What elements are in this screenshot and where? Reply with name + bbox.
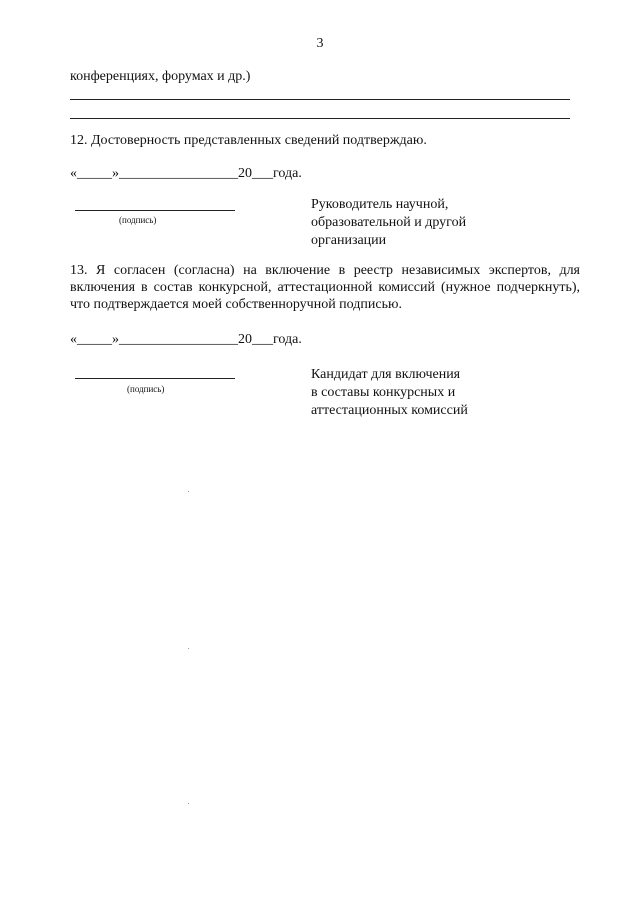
item-13-signature-caption: (подпись) <box>127 384 165 394</box>
item-12-text: 12. Достоверность представленных сведений подтверждаю. <box>70 133 427 148</box>
page-number: 3 <box>316 36 324 51</box>
item-13-date-line: «_____»_________________20___года. <box>70 332 302 347</box>
role-line: образовательной и другой <box>311 215 467 230</box>
item-12-role <box>311 196 466 250</box>
fill-in-line-1 <box>70 99 570 100</box>
item-12-signature-line <box>75 210 235 211</box>
item-13-text: 13. Я согласен (согласна) на включение в реестр независимых экспертов, для включения в состав конкурсной, аттестационной комиссий (нужное подчеркнуть), что подтверждается моей собственноручной подписью. <box>70 263 580 312</box>
item-12-signature-caption: (подпись) <box>119 215 157 225</box>
continuation-text: конференциях, форумах и др.) <box>70 69 251 84</box>
scan-speck <box>188 648 189 649</box>
role-line: аттестационных комиссий <box>311 403 468 418</box>
role-line: Кандидат для включения <box>311 367 461 382</box>
item-13-signature-line <box>75 378 235 379</box>
role-line: Руководитель научной, <box>311 197 449 212</box>
fill-in-line-2 <box>70 118 570 119</box>
role-line: организации <box>311 233 387 248</box>
item-12-date-line: «_____»_________________20___года. <box>70 166 302 181</box>
scan-speck <box>188 491 189 492</box>
role-line: в составы конкурсных и <box>311 385 456 400</box>
scan-speck <box>188 803 189 804</box>
item-13-role <box>311 366 468 420</box>
